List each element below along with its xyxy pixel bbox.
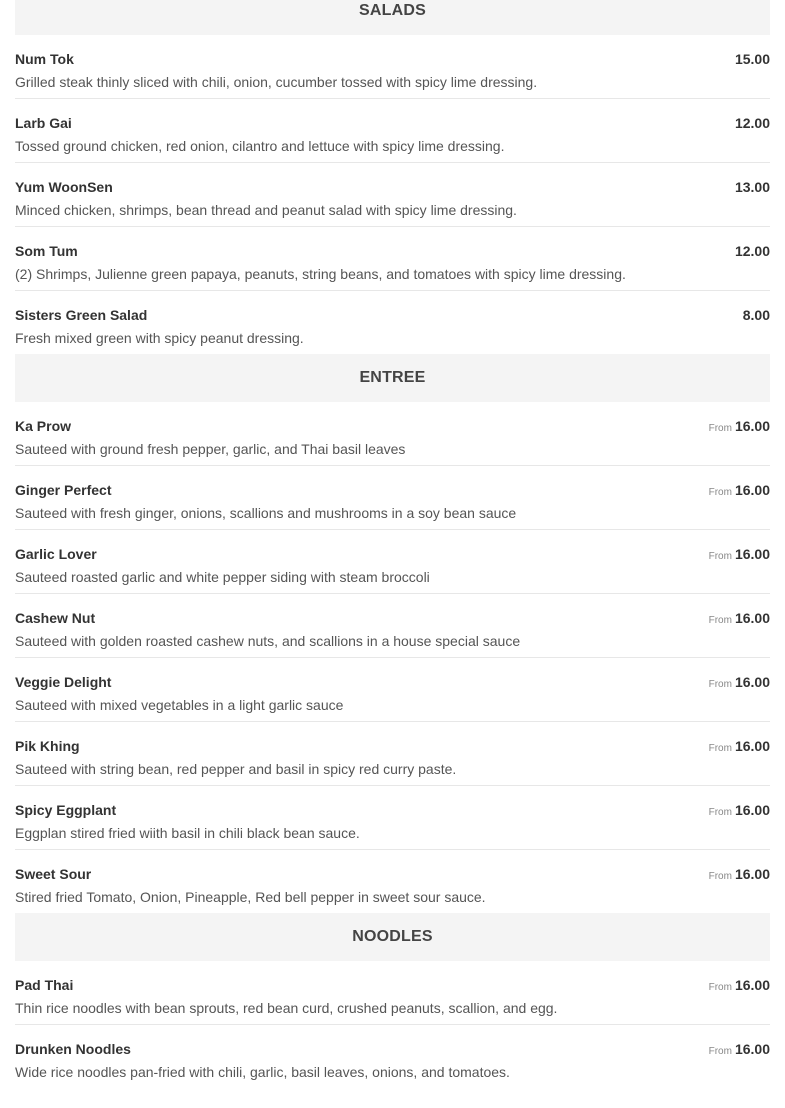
menu-item-price [709, 977, 770, 993]
menu-item-name: Som Tum [15, 243, 78, 259]
menu-item [15, 530, 770, 594]
menu-item-price [709, 546, 770, 562]
menu-item-name: Ka Prow [15, 418, 72, 434]
menu-item-description: Sauteed with golden roasted cashew nuts, and scallions in a house special sauce [15, 633, 521, 649]
menu-item-description: (2) Shrimps, Julienne green papaya, peanuts, string beans, and tomatoes with spicy lime dressing. [15, 266, 626, 282]
section-header: ENTREE [15, 354, 770, 402]
menu-item-description: Sauteed roasted garlic and white pepper siding with steam broccoli [15, 569, 430, 585]
price-value: 12.00 [734, 243, 770, 259]
price-value: 16.00 [734, 610, 770, 626]
menu-item-price [735, 243, 770, 259]
menu-item-description: Minced chicken, shrimps, bean thread and peanut salad with spicy lime dressing. [15, 202, 517, 218]
menu-item [15, 466, 770, 530]
price-prefix: From [708, 807, 732, 818]
price-prefix: From [708, 1046, 732, 1057]
price-prefix: From [708, 743, 732, 754]
menu-item-name: Drunken Noodles [15, 1041, 131, 1057]
menu-item [15, 163, 770, 227]
menu-item-price [709, 802, 770, 818]
menu-item-description: Sauteed with ground fresh pepper, garlic, and Thai basil leaves [15, 441, 406, 457]
section-header: NOODLES [15, 913, 770, 961]
price-prefix: From [708, 487, 732, 498]
menu-item-price [709, 1041, 770, 1057]
menu-item [15, 961, 770, 1025]
price-value: 16.00 [734, 802, 770, 818]
menu-item-description: Grilled steak thinly sliced with chili, onion, cucumber tossed with spicy lime dressing. [15, 74, 538, 90]
menu-item-description: Sauteed with fresh ginger, onions, scallions and mushrooms in a soy bean sauce [15, 505, 517, 521]
menu-item-name: Ginger Perfect [15, 482, 112, 498]
menu-item-description: Eggplan stired fried wiith basil in chili black bean sauce. [15, 825, 360, 841]
price-value: 15.00 [734, 51, 770, 67]
menu-section-salads [15, 0, 770, 354]
menu-item-description: Sauteed with mixed vegetables in a light garlic sauce [15, 697, 344, 713]
section-header: SALADS [15, 0, 770, 35]
menu-item-price [709, 738, 770, 754]
menu-item [15, 402, 770, 466]
price-value: 16.00 [734, 482, 770, 498]
menu-item-price [709, 610, 770, 626]
menu-item-name: Pik Khing [15, 738, 80, 754]
menu-item-name: Yum WoonSen [15, 179, 113, 195]
price-prefix: From [708, 615, 732, 626]
price-value: 16.00 [734, 418, 770, 434]
menu-item-name: Garlic Lover [15, 546, 97, 562]
menu-item-price [735, 51, 770, 67]
price-prefix: From [708, 423, 732, 434]
price-value: 16.00 [734, 674, 770, 690]
price-prefix: From [708, 551, 732, 562]
menu-section-noodles [15, 913, 770, 1088]
menu-item-price [709, 866, 770, 882]
menu-item [15, 658, 770, 722]
menu-item-price [743, 307, 770, 323]
price-value: 16.00 [734, 977, 770, 993]
menu-item [15, 99, 770, 163]
menu-section-entree [15, 354, 770, 913]
menu-item [15, 291, 770, 354]
menu-item [15, 850, 770, 913]
menu-item [15, 786, 770, 850]
menu-item-price [709, 674, 770, 690]
price-prefix: From [708, 982, 732, 993]
menu-item-name: Veggie Delight [15, 674, 112, 690]
menu-item-name: Sisters Green Salad [15, 307, 148, 323]
price-value: 16.00 [734, 866, 770, 882]
menu-item-description: Stired fried Tomato, Onion, Pineapple, Red bell pepper in sweet sour sauce. [15, 889, 486, 905]
menu-item [15, 594, 770, 658]
menu-item-price [709, 482, 770, 498]
menu-item-name: Larb Gai [15, 115, 72, 131]
price-prefix: From [708, 679, 732, 690]
menu-item-name: Num Tok [15, 51, 74, 67]
price-value: 16.00 [734, 738, 770, 754]
menu-item [15, 35, 770, 99]
menu-item [15, 227, 770, 291]
menu-item-name: Spicy Eggplant [15, 802, 117, 818]
price-prefix: From [708, 871, 732, 882]
menu-item-price [735, 115, 770, 131]
menu-item-name: Cashew Nut [15, 610, 96, 626]
price-value: 16.00 [734, 1041, 770, 1057]
menu-item [15, 722, 770, 786]
menu-item-price [735, 179, 770, 195]
menu-item-description: Tossed ground chicken, red onion, cilantro and lettuce with spicy lime dressing. [15, 138, 505, 154]
price-value: 16.00 [734, 546, 770, 562]
menu-item-description: Thin rice noodles with bean sprouts, red bean curd, crushed peanuts, scallion, and egg. [15, 1000, 558, 1016]
menu-item-price [709, 418, 770, 434]
menu-item-description: Sauteed with string bean, red pepper and basil in spicy red curry paste. [15, 761, 457, 777]
menu-item-description: Wide rice noodles pan-fried with chili, garlic, basil leaves, onions, and tomatoes. [15, 1064, 510, 1080]
menu [15, 0, 770, 1088]
menu-item-name: Pad Thai [15, 977, 74, 993]
price-value: 12.00 [734, 115, 770, 131]
menu-item-description: Fresh mixed green with spicy peanut dressing. [15, 330, 304, 346]
price-value: 8.00 [742, 307, 770, 323]
menu-item-name: Sweet Sour [15, 866, 92, 882]
price-value: 13.00 [734, 179, 770, 195]
menu-item [15, 1025, 770, 1088]
